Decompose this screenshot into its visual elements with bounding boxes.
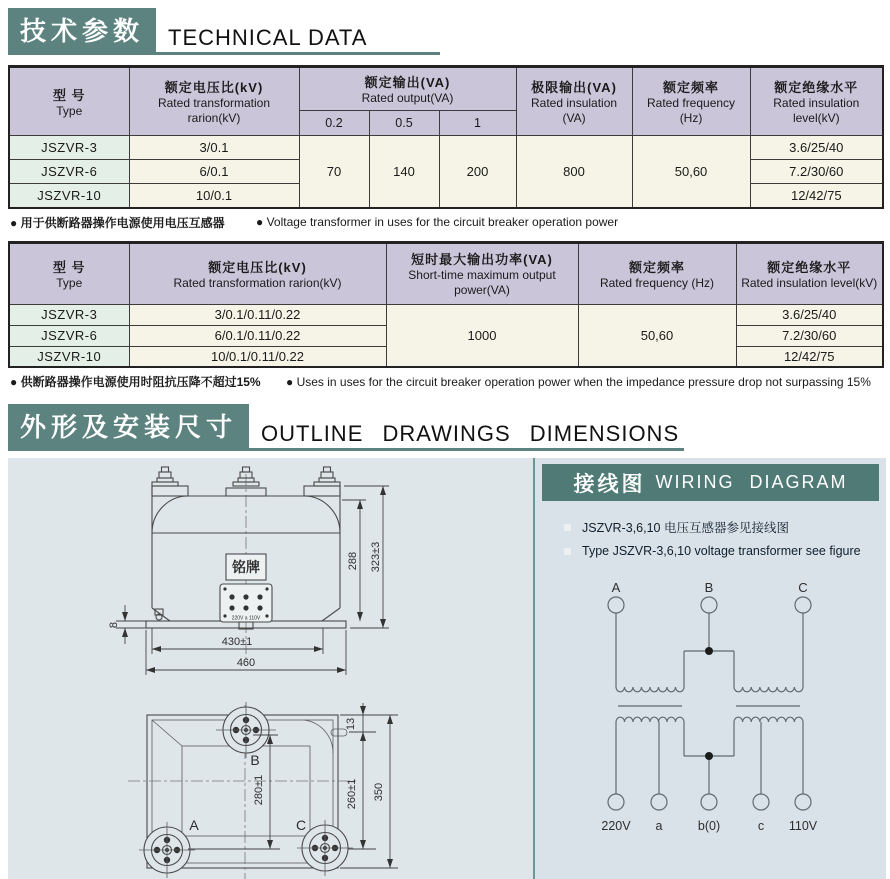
type-cell: JSZVR-10 — [9, 346, 129, 367]
note-2-zh: ● 供断路器操作电源使用时阻抗压降不超过15% — [10, 375, 261, 389]
square-bullet-icon — [564, 524, 571, 531]
nameplate-label: 铭牌 — [232, 559, 260, 575]
wiring-notes — [564, 518, 879, 558]
ratio-cell: 6/0.1 — [129, 160, 299, 184]
subcol-1: 1 — [439, 111, 516, 136]
svg-text:260±1: 260±1 — [346, 778, 358, 810]
frequency-cell: 50,60 — [578, 304, 736, 367]
bushing-icon — [152, 467, 178, 486]
wiring-diagram-title — [542, 464, 879, 501]
svg-text:350: 350 — [373, 782, 385, 802]
terminal-110v-circle — [795, 794, 811, 810]
wiring-diagram-panel — [533, 458, 886, 879]
wiring-title-zh: 接线图 — [573, 472, 646, 496]
outline-drawings-header-zh: 外形及安装尺寸 — [8, 404, 249, 448]
ratio-cell: 6/0.1/0.11/0.22 — [129, 325, 386, 346]
technical-data-table-1 — [8, 65, 884, 209]
terminal-220v-circle — [608, 794, 624, 810]
table-row — [9, 136, 883, 160]
terminal-label-a-sec: a — [655, 819, 663, 833]
terminal-label-b: B — [704, 580, 714, 595]
note-1 — [10, 214, 890, 231]
terminal-label-a: A — [611, 580, 621, 595]
col-header-ratio: 额定电压比(kV) Rated transformation rarion(kV) — [129, 242, 386, 304]
col-header-insulation: 额定绝缘水平 Rated insulation level(kV) — [750, 67, 883, 136]
terminal-label-c: C — [295, 817, 307, 833]
output-0.5-cell: 140 — [369, 136, 439, 208]
col-header-rated-output: 额定输出(VA) Rated output(VA) — [299, 67, 516, 111]
svg-text:13: 13 — [345, 717, 357, 731]
terminal-b-circle — [701, 597, 717, 613]
note-1-en: ● Voltage transformer in uses for the circuit breaker operation power — [256, 215, 619, 229]
svg-text:288: 288 — [347, 551, 359, 571]
terminal-box — [220, 584, 272, 629]
terminal-a-circle — [608, 597, 624, 613]
svg-text:460: 460 — [236, 657, 256, 669]
dimension-260 — [346, 732, 376, 849]
outline-drawings-panel — [8, 458, 533, 879]
junction-dot — [705, 752, 713, 760]
insulation-cell: 7.2/30/60 — [750, 160, 883, 184]
dimension-8 — [108, 605, 148, 644]
limit-output-cell: 800 — [516, 136, 632, 208]
terminal-label-c: C — [798, 580, 808, 595]
bushing-icon — [314, 467, 340, 486]
insulation-cell: 3.6/25/40 — [750, 136, 883, 160]
type-cell: JSZVR-10 — [9, 184, 129, 208]
note-1-zh: ● 用于供断路器操作电源使用电压互感器 — [10, 215, 225, 230]
junction-dot — [705, 647, 713, 655]
subcol-0.5: 0.5 — [369, 111, 439, 136]
top-view-drawing — [128, 702, 398, 879]
col-header-type: 型 号 Type — [9, 67, 129, 136]
subcol-0.2: 0.2 — [299, 111, 369, 136]
terminal-a-sec-circle — [651, 794, 667, 810]
svg-text:430±1: 430±1 — [221, 636, 253, 648]
type-cell: JSZVR-3 — [9, 304, 129, 325]
terminal-c-sec-circle — [753, 794, 769, 810]
terminal-label-110v: 110V — [788, 819, 818, 833]
note-2-en: ● Uses in uses for the circuit breaker operation power when the impedance pressure drop not surpassing 15% — [286, 374, 871, 389]
ratio-cell: 10/0.1/0.11/0.22 — [129, 346, 386, 367]
dimension-13 — [345, 703, 376, 732]
wiring-title-en: WIRING DIAGRAM — [655, 472, 848, 492]
terminal-label-a: A — [189, 817, 199, 833]
output-0.2-cell: 70 — [299, 136, 369, 208]
technical-data-table-2 — [8, 241, 884, 369]
insulation-cell: 12/42/75 — [750, 184, 883, 208]
svg-text:323±3: 323±3 — [370, 541, 382, 573]
terminal-label-b0: b(0) — [697, 819, 721, 833]
secondary-winding-wiring — [616, 717, 803, 794]
square-bullet-icon — [564, 548, 571, 555]
insulation-cell: 7.2/30/60 — [736, 325, 883, 346]
nameplate — [226, 554, 266, 580]
outline-drawings-header — [8, 404, 684, 451]
terminal-label-220v: 220V — [601, 819, 631, 833]
dimension-430 — [152, 628, 323, 654]
outline-drawing-svg — [8, 458, 533, 879]
wiring-note-2-text: Type JSZVR-3,6,10 voltage transformer see figure — [582, 544, 861, 558]
type-cell: JSZVR-6 — [9, 325, 129, 346]
col-header-limit-output: 极限输出(VA) Rated insulation (VA) — [516, 67, 632, 136]
col-header-type: 型 号 Type — [9, 242, 129, 304]
wiring-diagram-svg — [542, 566, 881, 856]
col-header-ratio: 额定电压比(kV) Rated transformation rarion(kV) — [129, 67, 299, 136]
output-1-cell: 200 — [439, 136, 516, 208]
insulation-cell: 3.6/25/40 — [736, 304, 883, 325]
wiring-note-2 — [564, 544, 879, 558]
outline-drawings-header-en: OUTLINE DRAWINGS DIMENSIONS — [261, 421, 680, 446]
primary-winding-wiring — [616, 613, 803, 692]
technical-data-header — [8, 8, 440, 55]
terminal-c-circle — [795, 597, 811, 613]
ratio-cell: 3/0.1 — [129, 136, 299, 160]
col-header-frequency: 额定频率 Rated frequency (Hz) — [632, 67, 750, 136]
terminal-b0-circle — [701, 794, 717, 810]
table-row — [9, 304, 883, 325]
dimension-288 — [342, 500, 366, 621]
terminal-label-b: B — [250, 752, 260, 768]
ratio-cell: 3/0.1/0.11/0.22 — [129, 304, 386, 325]
technical-data-header-zh: 技术参数 — [8, 8, 156, 52]
type-cell: JSZVR-6 — [9, 160, 129, 184]
wiring-note-1 — [564, 518, 879, 536]
type-cell: JSZVR-3 — [9, 136, 129, 160]
bushing-hole-b — [216, 702, 276, 758]
terminal-label-c-sec: c — [757, 819, 765, 833]
svg-text:8: 8 — [108, 621, 120, 629]
insulation-cell: 12/42/75 — [736, 346, 883, 367]
col-header-short-time-power: 短时最大输出功率(VA) Short-time maximum output power(VA) — [386, 242, 578, 304]
drawing-area — [8, 458, 886, 879]
power-cell: 1000 — [386, 304, 578, 367]
col-header-frequency: 额定频率 Rated frequency (Hz) — [578, 242, 736, 304]
terminal-box-label: 220V a 110V — [231, 615, 261, 622]
ratio-cell: 10/0.1 — [129, 184, 299, 208]
front-view-drawing — [108, 467, 389, 675]
technical-data-header-en: TECHNICAL DATA — [168, 25, 368, 50]
note-2 — [10, 373, 890, 390]
dimension-280 — [188, 735, 280, 849]
frequency-cell: 50,60 — [632, 136, 750, 208]
svg-text:280±1: 280±1 — [253, 774, 265, 806]
wiring-note-1-text: JSZVR-3,6,10 电压互感器参见接线图 — [582, 521, 789, 535]
col-header-insulation: 额定绝缘水平 Rated insulation level(kV) — [736, 242, 883, 304]
